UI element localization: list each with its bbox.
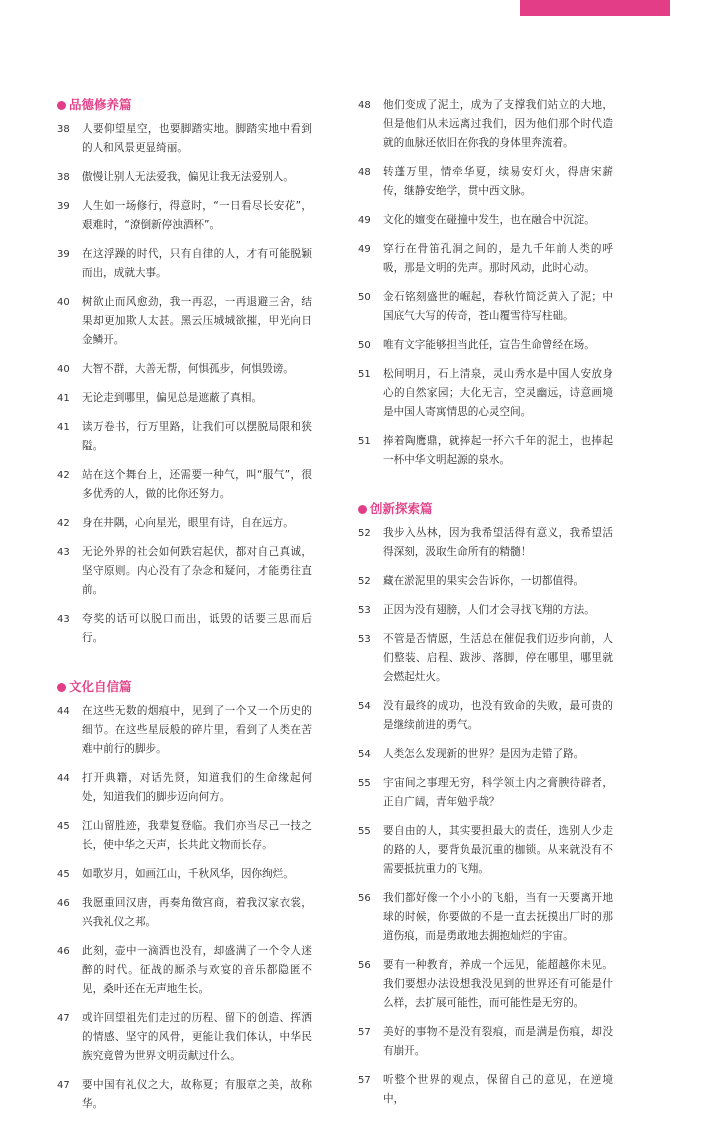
page-number: 55 — [358, 826, 371, 837]
entry-list — [358, 524, 613, 1109]
page-number: 38 — [57, 124, 70, 135]
quote-text: 读万卷书，行万里路，让我们可以摆脱局限和狭隘。 — [82, 421, 312, 452]
entry — [57, 894, 312, 932]
bullet-dot-icon — [57, 101, 66, 110]
page-number: 42 — [57, 518, 70, 529]
quote-text: 听整个世界的观点，保留自己的意见，在逆境中， — [383, 1074, 613, 1105]
quote-text: 不管是否情愿，生活总在催促我们迈步向前，人们整装、启程、跋涉、落脚，停在哪里，哪里就会燃起灶火。 — [383, 633, 613, 683]
page-number: 44 — [57, 706, 70, 717]
entry — [358, 240, 613, 278]
quote-text: 无论外界的社会如何跌宕起伏，都对自己真诚，坚守原则。内心没有了杂念和疑问，才能勇往直前。 — [82, 546, 312, 596]
page-number: 51 — [358, 369, 371, 380]
page-number: 43 — [57, 614, 70, 625]
entry — [57, 610, 312, 648]
quote-text: 人要仰望星空，也要脚踏实地。脚踏实地中看到的人和风景更显绮丽。 — [82, 123, 312, 154]
entry-list — [57, 702, 312, 1114]
entry — [358, 365, 613, 422]
section — [57, 96, 312, 648]
page-number: 54 — [358, 749, 371, 760]
entry — [358, 572, 613, 591]
page-number: 50 — [358, 292, 371, 303]
entry — [57, 245, 312, 283]
quote-text: 松间明月，石上清泉，灵山秀水是中国人安放身心的自然家园；大化无言，空灵幽远，诗意画境是中国人寄寓情思的心灵空间。 — [383, 368, 613, 418]
entry — [358, 822, 613, 879]
section — [358, 500, 613, 1109]
quote-text: 要中国有礼仪之大，故称夏；有服章之美，故称华。 — [82, 1079, 312, 1110]
quote-text: 正因为没有翅膀，人们才会寻找飞翔的方法。 — [383, 604, 595, 616]
entry — [358, 96, 613, 153]
quote-text: 人生如一场修行，得意时，“一日看尽长安花”，艰难时，“潦倒新停浊酒杯”。 — [82, 200, 312, 231]
quote-text: 大智不群，大善无帮，何惧孤步，何惧毁谤。 — [82, 363, 294, 375]
entry — [358, 745, 613, 764]
page-number: 51 — [358, 436, 371, 447]
page-number: 47 — [57, 1080, 70, 1091]
quote-text: 傲慢让别人无法爱我，偏见让我无法爱别人。 — [82, 171, 294, 183]
entry — [358, 1023, 613, 1061]
quote-text: 他们变成了泥土，成为了支撑我们站立的大地，但是他们从未远离过我们，因为他们那个时代造就的血脉还依旧在你我的身体里奔流着。 — [383, 99, 613, 149]
page-number: 41 — [57, 393, 70, 404]
entry — [57, 514, 312, 533]
quote-text: 穿行在骨笛孔洞之间的，是九千年前人类的呼吸，那是文明的先声。那时风动，此时心动。 — [383, 243, 613, 274]
page-number: 41 — [57, 422, 70, 433]
page-number: 56 — [358, 960, 371, 971]
section — [358, 96, 613, 470]
quote-text: 打开典籍，对话先贤，知道我们的生命缘起何处，知道我们的脚步迈向何方。 — [82, 772, 312, 803]
quote-text: 无论走到哪里，偏见总是遮蔽了真相。 — [82, 392, 263, 404]
page-number: 43 — [57, 547, 70, 558]
page-number: 39 — [57, 249, 70, 260]
entry — [358, 697, 613, 735]
page-number: 55 — [358, 778, 371, 789]
quote-text: 或许回望祖先们走过的历程、留下的创造、挥洒的情感、坚守的风骨，更能让我们体认，中华民族究竟曾为世界文明贡献过什么。 — [82, 1012, 312, 1062]
entry — [358, 288, 613, 326]
page-number: 38 — [57, 172, 70, 183]
entry — [57, 1009, 312, 1066]
quote-text: 我愿重回汉唐，再奏角徵宫商，着我汉家衣裳，兴我礼仪之邦。 — [82, 897, 312, 928]
page-number: 57 — [358, 1027, 371, 1038]
entry — [57, 197, 312, 235]
page-number: 49 — [358, 244, 371, 255]
entry — [358, 211, 613, 230]
bullet-dot-icon — [57, 683, 66, 692]
entry — [358, 601, 613, 620]
entry — [57, 466, 312, 504]
page-number: 39 — [57, 201, 70, 212]
entry — [57, 702, 312, 759]
page-number: 47 — [57, 1013, 70, 1024]
quote-text: 转蓬万里，情牵华夏，续易安灯火，得唐宋薪传，继静安绝学，贯中西文脉。 — [383, 166, 613, 197]
page-number: 46 — [57, 946, 70, 957]
page-number: 45 — [57, 821, 70, 832]
page-number: 53 — [358, 634, 371, 645]
quote-text: 夸奖的话可以脱口而出，诋毁的话要三思而后行。 — [82, 613, 312, 644]
entry — [57, 360, 312, 379]
page-number: 42 — [57, 470, 70, 481]
quote-text: 宇宙间之事理无穷，科学领土内之膏腴待辟者，正自广阔，青年勉乎哉？ — [383, 777, 613, 808]
section — [57, 678, 312, 1114]
entry — [358, 956, 613, 1013]
quote-text: 在这浮躁的时代，只有自律的人，才有可能脱颖而出，成就大事。 — [82, 248, 312, 279]
entry — [57, 1076, 312, 1114]
page-number: 40 — [57, 297, 70, 308]
top-accent-bar — [520, 0, 670, 16]
page-number: 40 — [57, 364, 70, 375]
page-number: 57 — [358, 1075, 371, 1086]
quote-text: 金石铭刻盛世的崛起，春秋竹简泛黄入了泥；中国底气大写的传奇，苍山覆雪待写柱础。 — [383, 291, 613, 322]
entry — [358, 889, 613, 946]
entry — [57, 543, 312, 600]
entry — [57, 817, 312, 855]
bullet-dot-icon — [358, 505, 367, 514]
page-number: 48 — [358, 100, 371, 111]
section-title — [358, 500, 613, 518]
entry — [57, 865, 312, 884]
quote-text: 捧着陶鹰鼎，就捧起一抔六千年的泥土，也捧起一杯中华文明起源的泉水。 — [383, 435, 613, 466]
quote-text: 我们都好像一个小小的飞船，当有一天要离开地球的时候，你要做的不是一直去抚摸出厂时的那道伤痕，而是勇敢地去拥抱灿烂的宇宙。 — [383, 892, 613, 942]
quote-text: 树欲止而风愈劲，我一再忍，一再退避三舍，结果却更加欺人太甚。黑云压城城欲摧，甲光向日金鳞开。 — [82, 296, 312, 346]
entry — [358, 1071, 613, 1109]
page-number: 48 — [358, 167, 371, 178]
page-number: 49 — [358, 215, 371, 226]
entry — [57, 418, 312, 456]
quote-text: 江山留胜迹，我辈复登临。我们亦当尽己一技之长，使中华之天声，长共此文物而长存。 — [82, 820, 312, 851]
page-number: 46 — [57, 898, 70, 909]
entry — [358, 163, 613, 201]
entry — [358, 432, 613, 470]
page-number: 50 — [358, 340, 371, 351]
quote-text: 我步入丛林，因为我希望活得有意义，我希望活得深刻，汲取生命所有的精髓！ — [383, 527, 613, 558]
page-number: 44 — [57, 773, 70, 784]
quote-text: 在这些无数的烟痕中，见到了一个又一个历史的细节。在这些星辰般的碎片里，看到了人类在苦难中前行的脚步。 — [82, 705, 312, 755]
page-number: 45 — [57, 869, 70, 880]
quote-text: 如歌岁月，如画江山，千秋风华，因你绚烂。 — [82, 868, 294, 880]
left-column — [57, 96, 312, 1124]
entry — [57, 942, 312, 999]
section-title-text: 品德修养篇 — [69, 97, 132, 112]
page-number: 53 — [358, 605, 371, 616]
quote-text: 藏在淤泥里的果实会告诉你，一切都值得。 — [383, 575, 585, 587]
entry — [57, 293, 312, 350]
page-number: 54 — [358, 701, 371, 712]
page-number: 52 — [358, 528, 371, 539]
right-column — [358, 96, 613, 1119]
quote-text: 此刻，壶中一滴酒也没有，却盛满了一个令人迷醉的时代。征战的厮杀与欢宴的音乐都隐匿不见，桑叶还在无声地生长。 — [82, 945, 312, 995]
page-number: 56 — [358, 893, 371, 904]
entry — [57, 769, 312, 807]
entry — [358, 336, 613, 355]
entry — [358, 630, 613, 687]
quote-text: 没有最终的成功，也没有致命的失败，最可贵的是继续前进的勇气。 — [383, 700, 613, 731]
section-title — [57, 678, 312, 696]
quote-text: 要自由的人，其实要担最大的责任，选别人少走的路的人，要背负最沉重的枷锁。从来就没有不需要抵抗重力的飞翔。 — [383, 825, 613, 875]
quote-text: 要有一种教育，养成一个远见，能超越你未见。我们要想办法设想我没见到的世界还有可能是什么样，去扩展可能性，而可能性是无穷的。 — [383, 959, 613, 1009]
entry — [57, 389, 312, 408]
entry — [358, 774, 613, 812]
section-title — [57, 96, 312, 114]
entry — [358, 524, 613, 562]
section-title-text: 创新探索篇 — [370, 501, 433, 516]
quote-text: 唯有文字能够担当此任，宣告生命曾经在场。 — [383, 339, 595, 351]
entry — [57, 120, 312, 158]
entry-list — [358, 96, 613, 470]
page-number: 52 — [358, 576, 371, 587]
entry — [57, 168, 312, 187]
quote-text: 身在井隅，心向星光，眼里有诗，自在远方。 — [82, 517, 294, 529]
section-title-text: 文化自信篇 — [69, 679, 132, 694]
entry-list — [57, 120, 312, 648]
quote-text: 美好的事物不是没有裂痕，而是满是伤痕，却没有崩开。 — [383, 1026, 613, 1057]
quote-text: 站在这个舞台上，还需要一种气，叫“服气”，很多优秀的人，做的比你还努力。 — [82, 469, 312, 500]
quote-text: 人类怎么发现新的世界？是因为走错了路。 — [383, 748, 585, 760]
quote-text: 文化的嬗变在碰撞中发生，也在融合中沉淀。 — [383, 214, 595, 226]
